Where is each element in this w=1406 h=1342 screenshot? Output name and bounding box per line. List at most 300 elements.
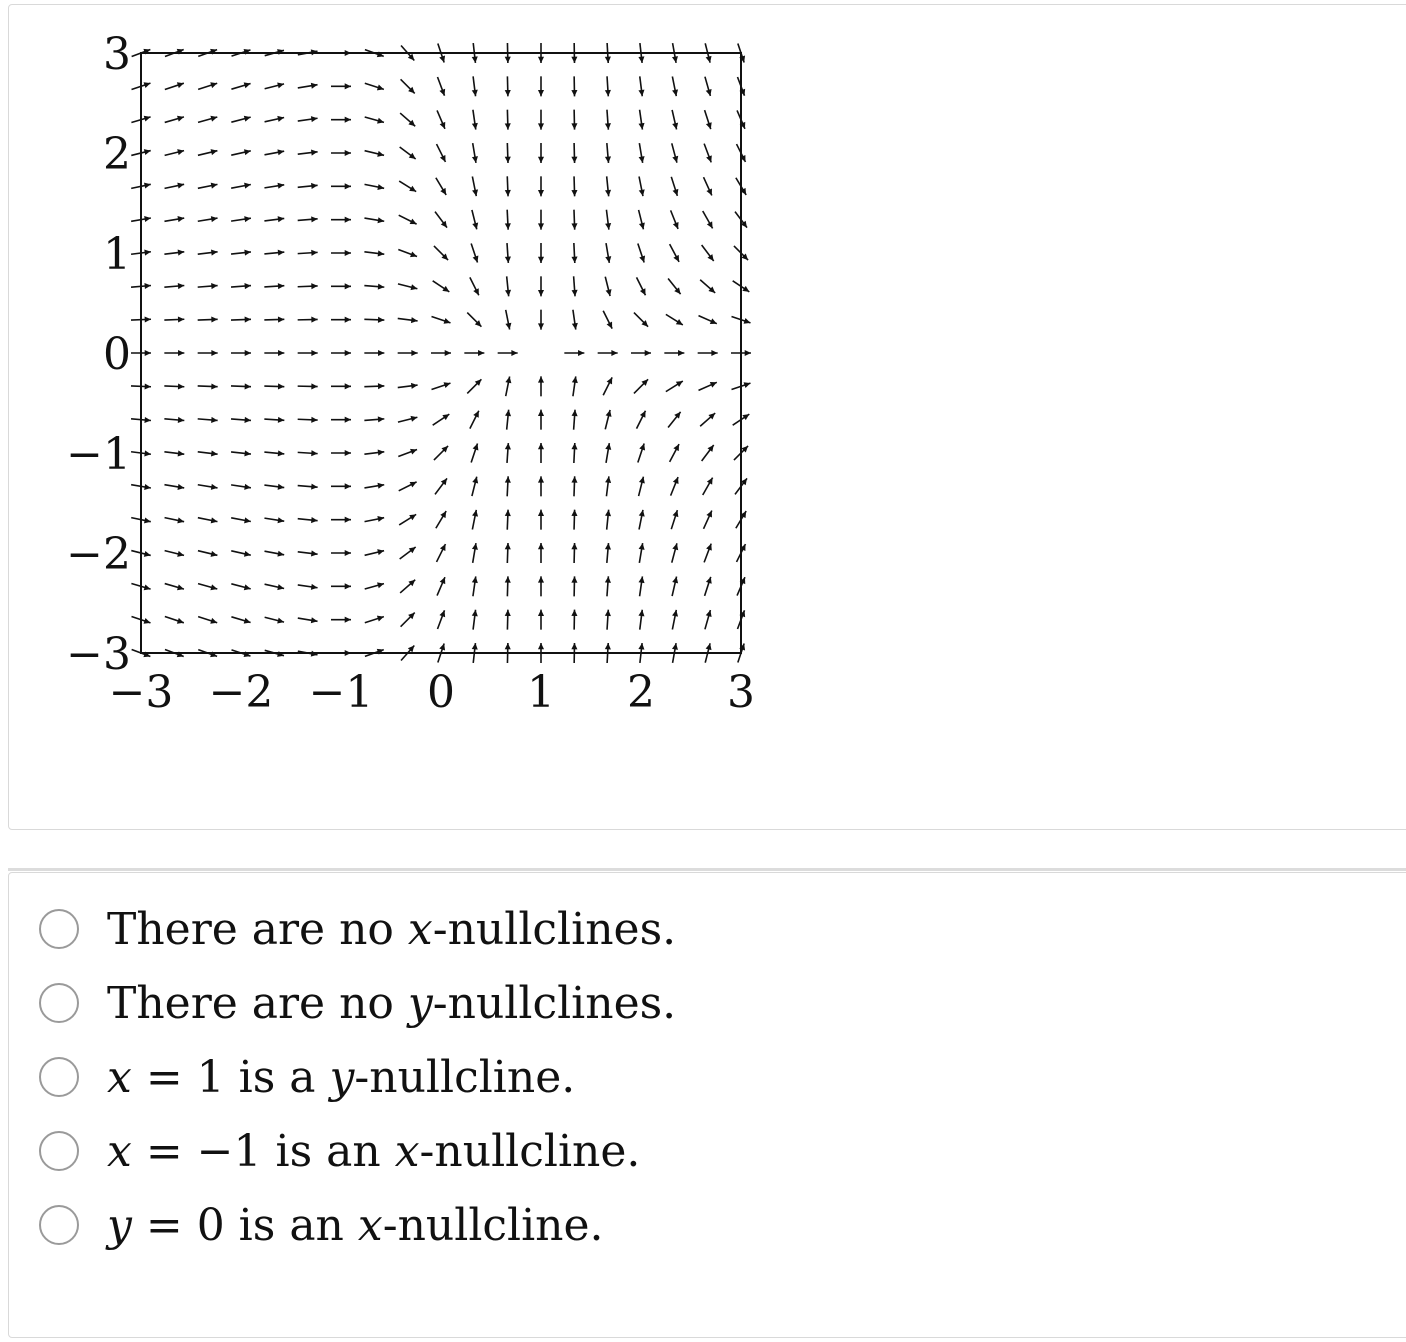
field-arrow xyxy=(231,617,250,624)
field-arrow xyxy=(538,510,544,530)
figure-card xyxy=(8,4,1406,830)
field-arrow xyxy=(331,150,351,156)
field-arrow xyxy=(505,510,511,530)
choice-label: x = −1 is an x-nullcline. xyxy=(107,1125,641,1177)
field-arrow xyxy=(365,184,385,190)
field-arrow xyxy=(470,277,479,295)
field-arrow xyxy=(703,478,713,495)
x-tick-label: −3 xyxy=(108,667,174,718)
field-arrow xyxy=(198,584,217,591)
field-arrow xyxy=(571,610,577,630)
field-arrow xyxy=(505,176,511,196)
field-arrow xyxy=(264,283,284,289)
field-arrow xyxy=(605,176,611,196)
field-arrow xyxy=(605,410,611,429)
answer-choices-card xyxy=(8,872,1406,1338)
section-divider xyxy=(8,868,1406,871)
field-arrow xyxy=(472,177,478,197)
field-arrow xyxy=(505,410,511,430)
y-tick-label: −2 xyxy=(66,529,131,580)
field-arrow xyxy=(572,276,578,296)
field-arrow xyxy=(498,350,518,356)
field-arrow xyxy=(700,413,715,426)
field-arrow xyxy=(598,350,618,356)
field-arrow xyxy=(164,216,184,222)
field-arrow xyxy=(472,477,478,496)
field-arrow xyxy=(298,83,318,89)
field-arrow xyxy=(666,314,683,325)
field-arrow xyxy=(298,317,318,323)
field-arrow xyxy=(165,551,184,557)
field-arrow xyxy=(571,210,577,230)
field-arrow xyxy=(198,417,218,423)
field-arrow xyxy=(165,82,184,89)
field-arrow xyxy=(435,212,447,228)
field-arrow xyxy=(564,350,584,356)
field-arrow xyxy=(198,216,218,222)
field-arrow xyxy=(264,383,284,389)
field-arrow xyxy=(434,446,448,460)
field-arrow xyxy=(705,577,712,596)
field-arrow xyxy=(472,76,478,96)
field-arrow xyxy=(331,417,351,423)
field-arrow xyxy=(505,243,511,263)
field-arrow xyxy=(198,517,218,523)
field-arrow xyxy=(538,443,544,463)
field-arrow xyxy=(331,450,351,456)
field-arrow xyxy=(298,584,318,590)
field-arrow xyxy=(638,610,644,630)
field-arrow xyxy=(572,310,578,330)
field-arrow xyxy=(331,517,351,523)
y-tick-label: 3 xyxy=(103,29,131,80)
field-arrow xyxy=(605,277,611,296)
field-arrow xyxy=(571,243,577,263)
field-arrow xyxy=(298,183,318,189)
field-arrow xyxy=(703,211,713,228)
field-arrow xyxy=(198,283,218,289)
field-arrow xyxy=(298,283,318,289)
field-arrow xyxy=(164,450,184,456)
field-arrow xyxy=(165,517,185,523)
field-arrow xyxy=(538,476,544,496)
field-arrow xyxy=(672,110,678,129)
field-arrow xyxy=(634,379,648,393)
field-arrow xyxy=(538,576,544,596)
radio-button[interactable] xyxy=(39,1057,79,1097)
field-arrow xyxy=(265,82,284,88)
field-arrow xyxy=(298,517,318,523)
radio-button[interactable] xyxy=(39,983,79,1023)
field-arrow xyxy=(231,551,251,557)
choice-y-eq-0-x-nullcline[interactable] xyxy=(39,1195,604,1255)
field-arrow xyxy=(264,216,284,222)
field-arrow xyxy=(605,610,611,630)
field-arrow xyxy=(637,277,646,295)
field-arrow xyxy=(605,543,611,563)
field-arrow xyxy=(471,244,478,263)
field-arrow xyxy=(198,149,217,155)
field-arrow xyxy=(264,183,284,189)
field-arrow xyxy=(164,417,184,423)
field-arrow xyxy=(538,110,544,130)
field-arrow xyxy=(298,350,318,356)
field-arrow xyxy=(666,381,683,392)
field-arrow xyxy=(572,410,578,430)
field-arrow xyxy=(605,110,611,130)
field-arrow xyxy=(505,210,511,230)
field-arrow xyxy=(538,610,544,630)
field-arrow xyxy=(365,151,384,157)
field-arrow xyxy=(331,583,351,589)
radio-button[interactable] xyxy=(39,909,79,949)
field-arrow xyxy=(331,383,351,389)
field-arrow xyxy=(198,484,218,490)
field-arrow xyxy=(364,317,384,323)
field-arrow xyxy=(431,350,451,356)
field-arrow xyxy=(331,250,351,256)
field-arrow xyxy=(264,417,284,423)
field-arrow xyxy=(399,215,417,224)
field-arrow xyxy=(472,543,478,563)
field-arrow xyxy=(705,610,712,629)
field-arrow xyxy=(639,477,645,496)
field-arrow xyxy=(298,216,318,222)
field-arrow xyxy=(605,510,611,530)
field-arrow xyxy=(164,484,184,490)
field-arrow xyxy=(639,543,645,563)
field-arrow xyxy=(364,416,384,422)
field-arrow xyxy=(231,283,251,289)
field-arrow xyxy=(668,279,680,295)
field-arrow xyxy=(699,382,717,390)
y-tick-label: 2 xyxy=(103,129,131,180)
y-tick-label: 0 xyxy=(103,329,131,380)
field-arrow xyxy=(365,616,384,623)
field-arrow xyxy=(705,77,712,96)
field-arrow xyxy=(603,311,612,329)
field-arrow xyxy=(231,450,251,456)
field-arrow xyxy=(571,510,577,530)
radio-button[interactable] xyxy=(39,1205,79,1245)
field-arrow xyxy=(198,316,218,322)
field-arrow xyxy=(571,443,577,463)
field-arrow xyxy=(164,316,184,322)
field-arrow xyxy=(639,210,645,229)
field-arrow xyxy=(672,610,678,630)
field-arrow xyxy=(231,183,251,189)
x-tick-label: 1 xyxy=(527,667,555,718)
field-arrow xyxy=(505,443,511,463)
field-arrow xyxy=(433,414,450,425)
field-arrow xyxy=(399,181,416,192)
field-arrow xyxy=(164,283,184,289)
field-arrow xyxy=(231,250,251,256)
field-arrow xyxy=(264,317,284,323)
field-arrow xyxy=(639,510,645,530)
field-arrow xyxy=(165,149,184,155)
field-arrow xyxy=(505,276,511,296)
direction-field-plot xyxy=(9,5,809,745)
field-arrow xyxy=(365,117,384,124)
field-arrow xyxy=(231,584,250,590)
field-arrow xyxy=(637,411,646,429)
field-arrow xyxy=(671,210,679,229)
field-arrow xyxy=(231,383,251,389)
field-arrow xyxy=(364,250,384,256)
field-arrow xyxy=(538,310,544,330)
field-arrow xyxy=(164,350,184,356)
field-arrow xyxy=(298,383,318,389)
field-arrow xyxy=(571,543,577,563)
choice-label: y = 0 is an x-nullcline. xyxy=(107,1199,604,1251)
y-axis-ticks xyxy=(66,29,131,680)
x-tick-label: 0 xyxy=(427,667,455,718)
x-tick-label: −1 xyxy=(308,667,374,718)
field-arrow xyxy=(538,376,544,396)
x-tick-label: 2 xyxy=(627,667,655,718)
field-arrow xyxy=(231,82,250,89)
field-arrow xyxy=(364,383,384,389)
x-tick-label: 3 xyxy=(727,667,755,718)
field-arrow xyxy=(538,243,544,263)
field-arrow xyxy=(398,383,418,389)
field-arrow xyxy=(538,210,544,230)
field-arrow xyxy=(670,444,679,462)
field-arrow xyxy=(603,377,612,395)
field-arrow xyxy=(231,517,251,523)
field-arrow xyxy=(538,543,544,563)
choice-no-x-nullclines[interactable] xyxy=(39,899,676,959)
choice-x-eq-1-y-nullcline[interactable] xyxy=(39,1047,575,1107)
field-arrow xyxy=(198,383,218,389)
field-arrow xyxy=(538,176,544,196)
field-arrow xyxy=(704,511,712,529)
field-arrow xyxy=(437,610,445,629)
field-arrow xyxy=(505,110,511,130)
field-arrow xyxy=(331,550,351,556)
field-arrow xyxy=(571,176,577,196)
field-arrow xyxy=(702,445,714,461)
field-arrow xyxy=(264,250,284,256)
field-arrow xyxy=(198,350,218,356)
field-arrow xyxy=(671,510,678,529)
field-arrow xyxy=(264,517,284,523)
field-arrow xyxy=(538,410,544,430)
field-arrow xyxy=(672,143,678,162)
x-tick-label: −2 xyxy=(208,667,274,718)
field-arrow xyxy=(605,576,611,596)
field-arrow xyxy=(265,584,285,590)
field-arrow xyxy=(365,582,384,589)
field-arrow xyxy=(571,76,577,96)
field-arrow xyxy=(572,376,578,396)
field-arrow xyxy=(298,450,318,456)
arrow-field xyxy=(131,43,751,663)
field-arrow xyxy=(538,76,544,96)
field-arrow xyxy=(298,250,318,256)
field-arrow xyxy=(198,82,217,89)
field-arrow xyxy=(264,350,284,356)
field-arrow xyxy=(700,280,715,293)
field-arrow xyxy=(364,483,384,489)
field-arrow xyxy=(437,544,446,562)
field-arrow xyxy=(165,183,185,189)
field-arrow xyxy=(398,317,418,323)
field-arrow xyxy=(400,113,415,126)
field-arrow xyxy=(704,144,712,163)
field-arrow xyxy=(436,511,446,528)
field-arrow xyxy=(265,149,285,155)
field-arrow xyxy=(364,350,384,356)
field-arrow xyxy=(505,76,511,96)
radio-button[interactable] xyxy=(39,1131,79,1171)
field-arrow xyxy=(198,551,217,557)
field-arrow xyxy=(704,544,712,563)
field-arrow xyxy=(331,283,351,289)
field-arrow xyxy=(298,550,318,556)
field-arrow xyxy=(400,147,416,159)
field-arrow xyxy=(331,617,351,623)
field-arrow xyxy=(505,143,511,163)
field-arrow xyxy=(331,483,351,489)
field-arrow xyxy=(198,617,217,624)
field-arrow xyxy=(435,478,447,494)
field-arrow xyxy=(198,250,218,256)
field-arrow xyxy=(638,444,645,463)
field-arrow xyxy=(400,547,416,559)
field-arrow xyxy=(634,313,648,327)
choice-label: x = 1 is a y-nullcline. xyxy=(107,1051,576,1103)
field-arrow xyxy=(639,177,645,197)
field-arrow xyxy=(464,350,484,356)
field-arrow xyxy=(672,543,678,562)
field-arrow xyxy=(664,350,684,356)
choice-x-eq-neg1-x-nullcline[interactable] xyxy=(39,1121,640,1181)
field-arrow xyxy=(365,516,385,522)
field-arrow xyxy=(571,110,577,130)
choice-label: There are no x-nullclines. xyxy=(107,903,677,955)
field-arrow xyxy=(639,143,645,163)
field-arrow xyxy=(398,284,417,290)
field-arrow xyxy=(605,210,611,230)
field-arrow xyxy=(571,476,577,496)
field-arrow xyxy=(364,217,384,223)
field-arrow xyxy=(698,350,718,356)
field-arrow xyxy=(538,143,544,163)
field-arrow xyxy=(365,549,384,555)
field-arrow xyxy=(399,514,416,525)
field-arrow xyxy=(672,77,678,97)
field-arrow xyxy=(398,249,417,257)
field-arrow xyxy=(668,412,680,428)
field-arrow xyxy=(472,110,478,130)
field-arrow xyxy=(631,350,651,356)
field-arrow xyxy=(264,484,284,490)
field-arrow xyxy=(705,110,712,129)
field-arrow xyxy=(472,576,478,596)
field-arrow xyxy=(231,116,250,122)
field-arrow xyxy=(505,576,511,596)
field-arrow xyxy=(472,143,478,163)
field-arrow xyxy=(437,144,446,162)
field-arrow xyxy=(164,250,184,256)
field-arrow xyxy=(471,444,478,463)
field-arrow xyxy=(671,477,679,496)
field-arrow xyxy=(231,316,251,322)
field-arrow xyxy=(505,310,511,330)
y-tick-label: −1 xyxy=(66,429,131,480)
field-arrow xyxy=(437,77,445,96)
field-arrow xyxy=(538,276,544,296)
field-arrow xyxy=(264,450,284,456)
field-arrow xyxy=(571,576,577,596)
field-arrow xyxy=(298,484,318,490)
field-arrow xyxy=(672,577,678,596)
field-arrow xyxy=(467,379,481,393)
field-arrow xyxy=(398,416,417,422)
x-axis-ticks xyxy=(109,667,755,718)
field-arrow xyxy=(165,617,184,624)
field-arrow xyxy=(265,116,285,122)
choice-no-y-nullclines[interactable] xyxy=(39,973,676,1033)
field-arrow xyxy=(400,580,415,593)
y-tick-label: −3 xyxy=(66,629,131,680)
field-arrow xyxy=(470,411,479,429)
field-arrow xyxy=(365,83,384,90)
field-arrow xyxy=(331,117,351,123)
field-arrow xyxy=(298,116,318,122)
field-arrow xyxy=(472,210,478,229)
field-arrow xyxy=(639,110,645,130)
field-arrow xyxy=(398,449,417,457)
field-arrow xyxy=(670,244,679,262)
field-arrow xyxy=(638,244,645,263)
field-arrow xyxy=(231,350,251,356)
field-arrow xyxy=(505,610,511,630)
field-arrow xyxy=(265,551,285,557)
field-arrow xyxy=(265,617,284,623)
y-tick-label: 1 xyxy=(103,229,131,280)
field-arrow xyxy=(364,284,384,290)
field-arrow xyxy=(298,150,318,156)
field-arrow xyxy=(571,143,577,163)
field-arrow xyxy=(331,217,351,223)
field-arrow xyxy=(505,543,511,563)
field-arrow xyxy=(505,377,511,397)
field-arrow xyxy=(432,317,451,324)
field-arrow xyxy=(639,576,645,596)
field-arrow xyxy=(436,178,446,195)
field-arrow xyxy=(298,617,318,623)
field-arrow xyxy=(198,183,218,189)
field-arrow xyxy=(505,476,511,496)
field-arrow xyxy=(605,243,611,263)
field-arrow xyxy=(432,382,451,389)
field-arrow xyxy=(164,383,184,389)
choice-label: There are no y-nullclines. xyxy=(107,977,677,1029)
field-arrow xyxy=(298,417,318,423)
field-arrow xyxy=(364,450,384,456)
field-arrow xyxy=(165,584,184,591)
field-arrow xyxy=(331,83,351,89)
field-arrow xyxy=(231,417,251,423)
field-arrow xyxy=(605,476,611,496)
field-arrow xyxy=(401,79,415,93)
field-arrow xyxy=(401,613,415,627)
field-arrow xyxy=(467,313,481,327)
field-arrow xyxy=(437,110,445,128)
